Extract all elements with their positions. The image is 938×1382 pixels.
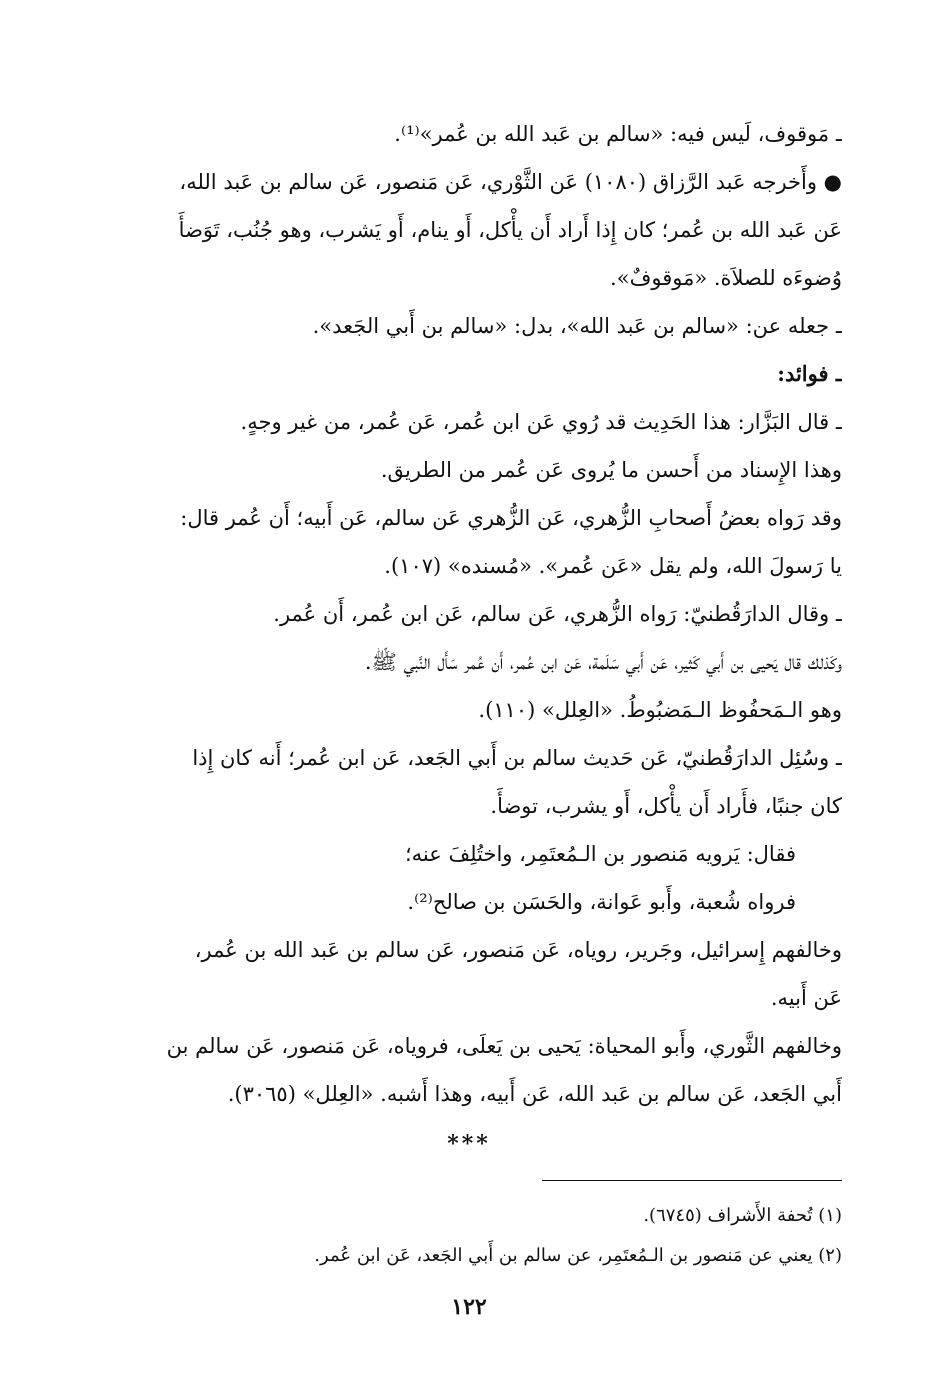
body-line: ـ وقال الدارَقُطنيّ: رَواه الزُّهري، عَن سالم، عَن ابن عُمر، أَن عُمر. xyxy=(273,602,842,626)
body-line: فقال: يَرويه مَنصور بن الـمُعتَمِر، واختُلِفَ عنه؛ xyxy=(404,842,796,866)
body-line: وخالفهم الثَّوري، وأَبو المحياة: يَحيى بن يَعلَى، فروياه، عَن مَنصور، عَن سالم بن xyxy=(166,1034,842,1058)
body-line: وهذا الإِسناد من أَحسن ما يُروى عَن عُمر من الطريق. xyxy=(380,458,842,482)
page-number: ١٢٢ xyxy=(451,1294,487,1320)
section-heading: ـ فوائد: xyxy=(777,361,842,386)
body-line: يا رَسولَ الله، ولم يقل «عَن عُمر». «مُسنده» (١٠٧). xyxy=(384,554,842,578)
body-line: ● وأَخرجه عَبد الرَّزاق (١٠٨٠) عَن الثَّوْري، عَن مَنصور، عَن سالم بن عَبد الله، xyxy=(179,170,842,194)
body-line: عَن أَبيه. xyxy=(770,986,842,1010)
body-line: فرواه شُعبة، وأَبو عَوانة، والحَسَن بن صالح⁽²⁾. xyxy=(407,890,796,914)
footnotes xyxy=(96,1196,842,1276)
body-line: عَن عَبد الله بن عُمر؛ كان إِذا أَراد أَن يأْكل، أَو ينام، أَو يَشرب، وهو جُنُب، تَوَضأَ xyxy=(178,218,842,242)
body-line: وقد رَواه بعضُ أَصحابِ الزُّهري، عَن الزُّهري عَن سالم، عَن أَبيه؛ أَن عُمر قال: xyxy=(180,506,842,530)
page-body xyxy=(96,110,842,1166)
body-line: وكَذلك قال يَحيى بن أَبي كَثير، عَن أَبي سَلَمة، عَن ابن عُمر، أَن عُمر سَأَل النَّبي ﷺ. xyxy=(364,650,842,674)
footnote: (١) تُحفة الأَشراف (٦٧٤٥). xyxy=(643,1205,842,1226)
body-line: ـ جعله عن: «سالم بن عَبد الله»، بدل: «سالم بن أَبي الجَعد». xyxy=(312,314,842,338)
footnote: (٢) يعني عن مَنصور بن الـمُعتَمِر، عن سالم بن أَبي الجَعد، عَن ابن عُمر. xyxy=(314,1245,842,1266)
body-line: كان جنبًا، فأَراد أَن يأْكل، أَو يشرب، توضأَ. xyxy=(490,794,842,818)
body-line: وخالفهم إِسرائيل، وجَرير، روياه، عَن مَنصور، عَن سالم بن عَبد الله بن عُمر، xyxy=(194,938,842,962)
body-line: وهو الـمَحفُوظ الـمَضبُوطُ. «العِلل» (١١٠). xyxy=(478,698,842,722)
body-line: ـ وسُئِل الدارَقُطنيّ، عَن حَديث سالم بن أَبي الجَعد، عَن ابن عُمر؛ أَنه كان إِذا xyxy=(192,746,842,770)
body-line: ـ مَوقوف، لَيس فيه: «سالم بن عَبد الله بن عُمر»⁽¹⁾. xyxy=(394,122,842,146)
section-separator: *** xyxy=(447,1131,491,1157)
body-line: ـ قال البَزَّار: هذا الحَدِيث قد رُوي عَن ابن عُمر، عَن عُمر، من غير وجهٍ. xyxy=(240,410,842,434)
body-line: أَبي الجَعد، عَن سالم بن عَبد الله، عَن أَبيه، وهذا أَشبه. «العِلل» (٣٠٦٥). xyxy=(227,1082,842,1106)
body-line: وُضوءَه للصلاَة. «مَوقوفٌ». xyxy=(610,266,842,290)
footnote-divider xyxy=(542,1180,842,1181)
